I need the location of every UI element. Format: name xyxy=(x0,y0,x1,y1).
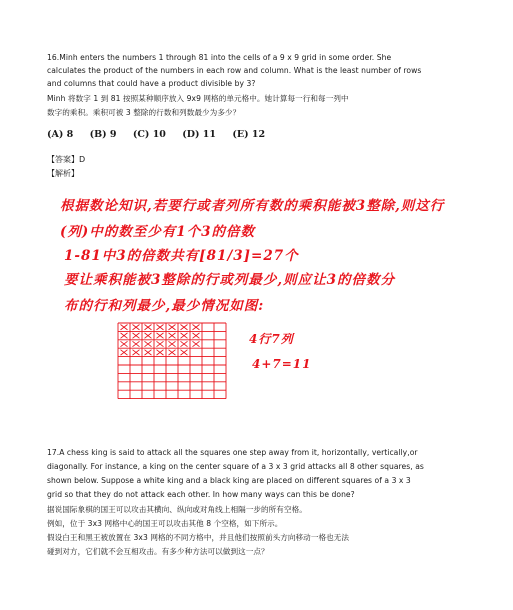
q16-cn-line-2: 数字的乘积。乘积可被 3 整除的行数和列数最少为多少？ xyxy=(47,108,241,117)
hw-line-4: 要让乘积能被3整除的行或列最少,则应让3的倍数分 xyxy=(64,272,395,288)
grid-x-mark xyxy=(169,341,176,346)
q16-choices xyxy=(47,129,278,140)
grid-x-mark xyxy=(157,350,164,355)
q17-line-8: 碰到对方，它们就不会互相攻击。有多少种方法可以做到这一点？ xyxy=(47,547,269,556)
grid-x-mark xyxy=(133,333,140,338)
q17-line-3: shown below. Suppose a white king and a black king are placed on different squares of a 3 x 3 xyxy=(47,476,411,485)
q17-line-7: 假设白王和黑王被放置在 3x3 网格的不同方格中，并且他们按照前头方向移动一格也无法 xyxy=(47,533,350,542)
grid-x-mark xyxy=(181,333,188,338)
q17-line-1: 17.A chess king is said to attack all the squares one step away from it, horizontally, vertically,or xyxy=(47,448,418,457)
analysis-label: 【解析】 xyxy=(47,169,79,178)
choice-e: (E) 12 xyxy=(232,129,266,140)
grid-x-mark xyxy=(157,341,164,346)
choice-a: (A) 8 xyxy=(47,129,74,140)
hw-line-5: 布的行和列最少,最少情况如图: xyxy=(64,298,265,314)
grid-x-mark xyxy=(133,341,140,346)
q16-en-line-3: and columns that could have a product divisible by 3? xyxy=(47,79,256,88)
choice-d: (D) 11 xyxy=(182,129,217,140)
hw-line-2: (列)中的数至少有1个3的倍数 xyxy=(60,224,256,240)
hw-note-rows-cols: 4行7列 xyxy=(249,332,294,346)
hw-line-3: 1-81中3的倍数共有[81/3]=27个 xyxy=(64,248,299,264)
grid-x-mark xyxy=(193,333,200,338)
q16-en-line-2: calculates the product of the numbers in each row and column. What is the least number of rows xyxy=(47,66,422,75)
grid-x-mark xyxy=(145,333,152,338)
hand-drawn-grid xyxy=(117,322,229,400)
q17-line-6: 例如，位于 3x3 网格中心的国王可以攻击其他 8 个空格，如下所示。 xyxy=(47,519,283,528)
grid-x-mark xyxy=(145,341,152,346)
grid-x-mark xyxy=(121,325,128,330)
grid-x-mark xyxy=(145,350,152,355)
grid-x-mark xyxy=(121,341,128,346)
grid-x-mark xyxy=(169,333,176,338)
answer-label: 【答案】D xyxy=(47,155,86,164)
grid-x-mark xyxy=(169,350,176,355)
grid-x-mark xyxy=(157,333,164,338)
choice-c: (C) 10 xyxy=(132,129,166,140)
grid-x-mark xyxy=(145,325,152,330)
grid-x-mark xyxy=(121,333,128,338)
grid-x-mark xyxy=(193,341,200,346)
grid-x-mark xyxy=(181,350,188,355)
q16-en-line-1: 16.Minh enters the numbers 1 through 81 into the cells of a 9 x 9 grid in some order. She xyxy=(47,53,392,62)
q17-line-2: diagonally. For instance, a king on the center square of a 3 x 3 grid attacks all 8 other squares, as xyxy=(47,462,424,471)
q17-line-5: 据说国际象棋的国王可以攻击其横向、纵向或对角线上相隔一步的所有空格。 xyxy=(47,505,307,514)
grid-x-mark xyxy=(157,325,164,330)
grid-x-mark xyxy=(193,325,200,330)
grid-x-mark xyxy=(181,325,188,330)
choice-b: (B) 9 xyxy=(89,129,117,140)
grid-x-mark xyxy=(169,325,176,330)
q16-cn-line-1: Minh 将数字 1 到 81 按照某种顺序放入 9x9 网格的单元格中。她计算每一行和每一列中 xyxy=(47,94,349,103)
grid-x-mark xyxy=(121,350,128,355)
hw-note-sum: 4+7=11 xyxy=(252,357,312,371)
grid-x-mark xyxy=(133,325,140,330)
hw-line-1: 根据数论知识,若要行或者列所有数的乘积能被3整除,则这行 xyxy=(60,198,445,214)
q17-line-4: grid so that they do not attack each other. In how many ways can this be done? xyxy=(47,490,355,499)
grid-x-mark xyxy=(181,341,188,346)
grid-x-mark xyxy=(133,350,140,355)
